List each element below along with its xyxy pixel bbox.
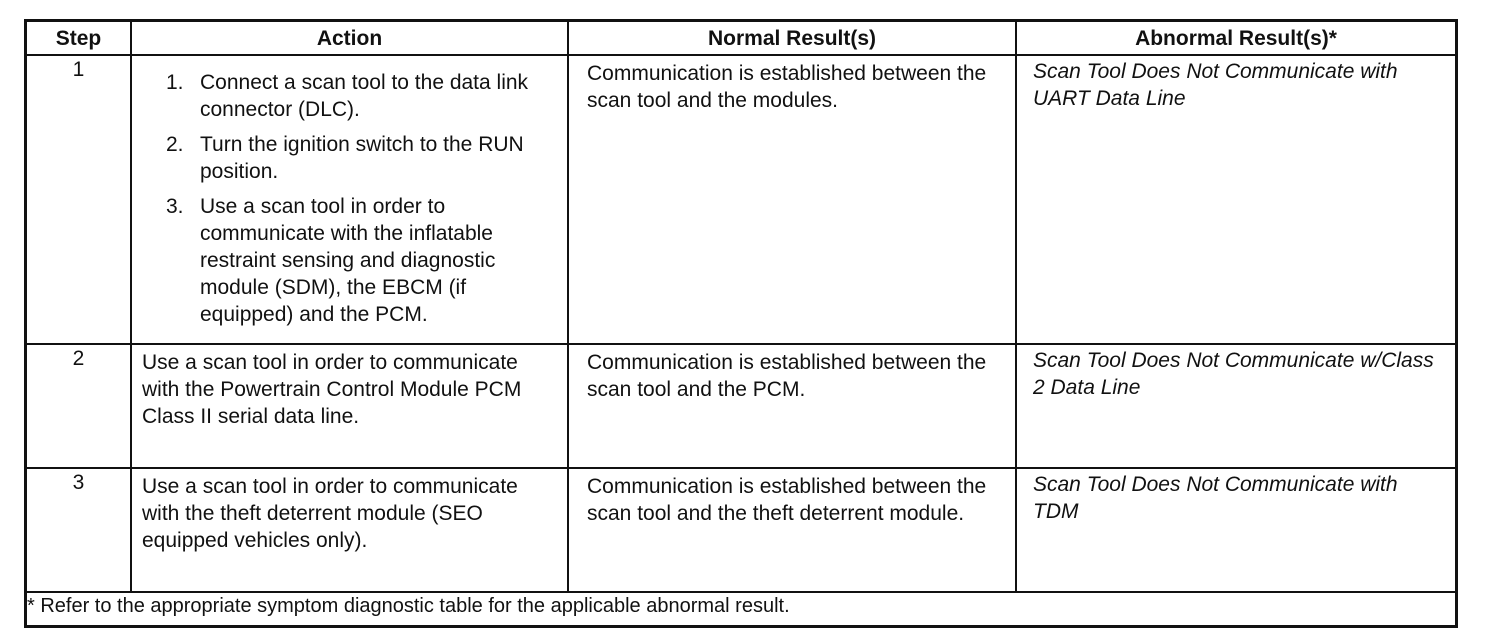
list-item-text: Use a scan tool in order to communicate with the inflatable restraint sensing and diagnostic module (SDM), the EBCM (if equipped) and the PCM.: [200, 195, 496, 326]
list-item: [166, 131, 557, 185]
abnormal-result-cell: [1016, 344, 1455, 468]
diagnostic-table: [27, 22, 1455, 625]
normal-result-text: Communication is established between the scan tool and the modules.: [587, 62, 987, 112]
diagnostic-table-frame: [24, 19, 1458, 628]
list-item-text: Connect a scan tool to the data link connector (DLC).: [200, 71, 529, 121]
step-number-text: 2: [72, 346, 85, 370]
step-number: [27, 344, 131, 468]
footnote-row: [27, 592, 1455, 625]
abnormal-result-text: Scan Tool Does Not Communicate w/Class 2 Data Line: [1033, 348, 1434, 399]
header-normal-result: Normal Result(s): [568, 22, 1016, 55]
action-cell: [131, 344, 568, 468]
action-cell: [131, 55, 568, 344]
abnormal-result-cell: [1016, 468, 1455, 592]
abnormal-result-cell: [1016, 55, 1455, 344]
action-text: Use a scan tool in order to communicate with the theft deterrent module (SEO equipped vehicles only).: [142, 474, 518, 552]
step-number-text: 3: [72, 470, 85, 494]
list-item: [166, 69, 557, 123]
normal-result-cell: [568, 344, 1016, 468]
step-number: [27, 468, 131, 592]
list-item-number: 2.: [166, 133, 184, 156]
normal-result-text: Communication is established between the scan tool and the PCM.: [587, 350, 987, 401]
normal-result-cell: [568, 468, 1016, 592]
table-row: [27, 344, 1455, 468]
normal-result-cell: [568, 55, 1016, 344]
table-row: [27, 468, 1455, 592]
list-item-text: Turn the ignition switch to the RUN position.: [200, 133, 524, 183]
normal-result-text: Communication is established between the scan tool and the theft deterrent module.: [587, 474, 987, 525]
header-action: Action: [131, 22, 568, 55]
step-number-text: 1: [72, 58, 85, 81]
header-abnormal-result: Abnormal Result(s)*: [1016, 22, 1455, 55]
header-step: Step: [27, 22, 131, 55]
footnote: * Refer to the appropriate symptom diagnostic table for the applicable abnormal result.: [27, 592, 1455, 625]
list-item-number: 1.: [166, 71, 184, 94]
abnormal-result-text: Scan Tool Does Not Communicate with TDM: [1033, 472, 1398, 523]
list-item-number: 3.: [166, 195, 184, 218]
header-row: [27, 22, 1455, 55]
action-step-list: [142, 69, 557, 328]
step-number: [27, 55, 131, 344]
abnormal-result-text: Scan Tool Does Not Communicate with UART Data Line: [1033, 60, 1398, 110]
table-row: [27, 55, 1455, 344]
list-item: [166, 193, 557, 328]
action-text: Use a scan tool in order to communicate with the Powertrain Control Module PCM Class II serial data line.: [142, 350, 522, 428]
action-cell: [131, 468, 568, 592]
